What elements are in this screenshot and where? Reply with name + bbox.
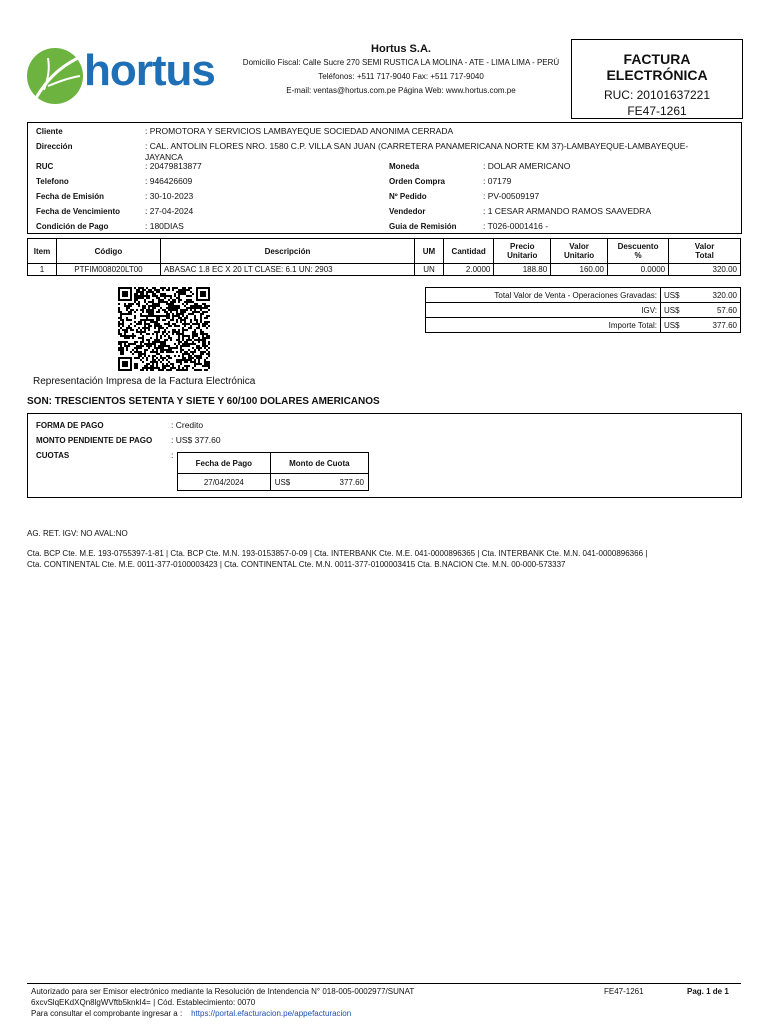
totals-row-gravadas <box>426 288 741 303</box>
invoice-number: FE47-1261 <box>627 104 687 118</box>
igv-currency: US$ <box>661 303 686 318</box>
gravadas-label: Total Valor de Venta - Operaciones Gravadas: <box>426 288 661 303</box>
leaf-logo-icon <box>26 46 86 106</box>
footer-authorization: Autorizado para ser Emisor electrónico mediante la Resolución de Intendencia N° 018-005-0002977/SUNAT <box>31 987 415 996</box>
col-precio-2: Unitario <box>507 251 538 260</box>
logo-text: hortus <box>84 46 215 95</box>
cliente-label: Cliente <box>36 127 63 136</box>
col-total <box>669 239 741 264</box>
footer-text <box>31 986 414 1019</box>
condicion-value: : 180DIAS <box>145 221 184 231</box>
table-row <box>28 264 741 276</box>
amount-in-words: SON: TRESCIENTOS SETENTA Y SIETE Y 60/100 DOLARES AMERICANOS <box>27 396 380 407</box>
cell-descripcion: ABASAC 1.8 EC X 20 LT CLASE: 6.1 UN: 2903 <box>160 264 414 276</box>
col-valor-2: Unitario <box>563 251 595 260</box>
cell-item: 1 <box>28 264 57 276</box>
totals-row-importe <box>426 318 741 333</box>
col-item: Item <box>28 239 57 264</box>
col-monto-cuota: Monto de Cuota <box>270 453 368 474</box>
doc-type-1: FACTURA <box>623 51 691 67</box>
company-logo <box>26 46 236 106</box>
vencimiento-value: : 27-04-2024 <box>145 206 194 216</box>
cell-codigo: PTFIM008020LT00 <box>56 264 160 276</box>
col-cantidad: Cantidad <box>443 239 493 264</box>
pedido-label: Nº Pedido <box>389 192 427 201</box>
condicion-label: Condición de Pago <box>36 222 109 231</box>
doc-type-2: ELECTRÓNICA <box>606 67 708 83</box>
cuotas-label: CUOTAS <box>36 451 70 460</box>
col-desc-1: Descuento <box>617 242 659 251</box>
totals-row-igv <box>426 303 741 318</box>
pedido-value: : PV-00509197 <box>483 191 540 201</box>
cell-currency: US$ <box>270 474 311 491</box>
cell-descuento: 0.0000 <box>607 264 668 276</box>
col-descripcion: Descripción <box>160 239 414 264</box>
monto-label: MONTO PENDIENTE DE PAGO <box>36 436 153 445</box>
ruc-value: : 20479813877 <box>145 161 202 171</box>
company-info <box>240 42 562 98</box>
vendedor-value: : 1 CESAR ARMANDO RAMOS SAAVEDRA <box>483 206 651 216</box>
direccion-value: : CAL. ANTOLIN FLORES NRO. 1580 C.P. VILLA SAN JUAN (CARRETERA PANAMERICANA NORTE KM 37)-LAMBAYEQUE-LAMBAYEQUE- <box>145 141 689 151</box>
orden-label: Orden Compra <box>389 177 446 186</box>
importe-label: Importe Total: <box>426 318 661 333</box>
footer-page: Pag. 1 de 1 <box>687 987 729 996</box>
orden-value: : 07179 <box>483 176 512 186</box>
company-web: E-mail: ventas@hortus.com.pe Página Web: www.hortus.com.pe <box>286 86 516 95</box>
cell-um: UN <box>415 264 444 276</box>
col-um: UM <box>415 239 444 264</box>
gravadas-currency: US$ <box>661 288 686 303</box>
payment-box <box>27 413 742 498</box>
vencimiento-label: Fecha de Vencimiento <box>36 207 121 216</box>
footer-divider <box>27 983 741 984</box>
vendedor-label: Vendedor <box>389 207 426 216</box>
cell-valor: 160.00 <box>551 264 608 276</box>
direccion-value-2: JAYANCA <box>145 152 183 162</box>
remision-value: : T026-0001416 - <box>483 221 549 231</box>
col-precio <box>494 239 551 264</box>
moneda-label: Moneda <box>389 162 420 171</box>
monto-value: : US$ 377.60 <box>171 435 221 445</box>
emision-label: Fecha de Emisión <box>36 192 105 201</box>
forma-label: FORMA DE PAGO <box>36 421 104 430</box>
remision-label: Guia de Remisión <box>389 222 457 231</box>
representacion-text: Representación Impresa de la Factura Electrónica <box>33 376 256 387</box>
bank-accounts-line-1: Cta. BCP Cte. M.E. 193-0755397-1-81 | Cta. BCP Cte. M.N. 193-0153857-0-09 | Cta. INTERBANK Cte. M.E. 041-0000896365 | Cta. INTERBANK Cte. M.N. 041-0000896366 | <box>27 549 648 558</box>
client-box <box>27 122 742 234</box>
col-total-1: Valor <box>694 242 715 251</box>
items-table <box>27 238 741 276</box>
direccion-label: Dirección <box>36 142 73 151</box>
footer-doc-number: FE47-1261 <box>604 987 644 996</box>
moneda-value: : DOLAR AMERICANO <box>483 161 571 171</box>
col-descuento <box>607 239 668 264</box>
cell-cantidad: 2.0000 <box>443 264 493 276</box>
cliente-value: : PROMOTORA Y SERVICIOS LAMBAYEQUE SOCIEDAD ANONIMA CERRADA <box>145 126 454 136</box>
footer-hash: 6xcvSlqEKdXQn8lgWVftb5knkI4= | Cód. Establecimiento: 0070 <box>31 998 256 1007</box>
col-fecha-pago: Fecha de Pago <box>178 453 271 474</box>
gravadas-value: 320.00 <box>685 288 741 303</box>
issuer-ruc: RUC: 20101637221 <box>603 88 711 102</box>
igv-value: 57.60 <box>685 303 741 318</box>
cell-precio: 188.80 <box>494 264 551 276</box>
cuotas-colon: : <box>171 450 174 460</box>
col-total-2: Total <box>695 251 714 260</box>
qr-code-icon <box>118 287 210 371</box>
table-row <box>178 474 369 491</box>
igv-label: IGV: <box>426 303 661 318</box>
cell-fecha: 27/04/2024 <box>178 474 271 491</box>
ruc-label: RUC <box>36 162 54 171</box>
totals-table <box>425 287 741 333</box>
cuotas-table <box>177 452 369 491</box>
company-phones: Teléfonos: +511 717-9040 Fax: +511 717-9040 <box>318 72 484 81</box>
col-precio-1: Precio <box>510 242 535 251</box>
cuotas-header-row <box>178 453 369 474</box>
bank-accounts-line-2: Cta. CONTINENTAL Cte. M.E. 0011-377-0100003423 | Cta. CONTINENTAL Cte. M.N. 0011-377-0100003415 Cta. B.NACION Cte. M.N. 00-000-573337 <box>27 560 566 569</box>
items-header-row <box>28 239 741 264</box>
cell-total: 320.00 <box>669 264 741 276</box>
company-address: Domicilio Fiscal: Calle Sucre 270 SEMI RUSTICA LA MOLINA - ATE - LIMA LIMA - PERÚ <box>242 58 560 67</box>
col-codigo: Código <box>56 239 160 264</box>
footer-consult-label: Para consultar el comprobante ingresar a : <box>31 1009 183 1018</box>
emision-value: : 30-10-2023 <box>145 191 194 201</box>
telefono-label: Telefono <box>36 177 69 186</box>
col-desc-2: % <box>634 251 642 260</box>
bank-accounts <box>27 548 741 570</box>
telefono-value: : 946426609 <box>145 176 193 186</box>
col-valor <box>551 239 608 264</box>
importe-currency: US$ <box>661 318 686 333</box>
importe-value: 377.60 <box>685 318 741 333</box>
footer-consult <box>31 1008 414 1019</box>
footer-url-link[interactable]: https://portal.efacturacion.pe/appefacturacion <box>191 1009 352 1018</box>
col-valor-1: Valor <box>569 242 589 251</box>
invoice-id-box <box>571 39 743 119</box>
forma-value: : Credito <box>171 420 204 430</box>
company-name: Hortus S.A. <box>371 43 431 55</box>
cell-monto-cuota: 377.60 <box>312 474 369 491</box>
retencion-text: AG. RET. IGV: NO AVAL:NO <box>27 529 128 538</box>
